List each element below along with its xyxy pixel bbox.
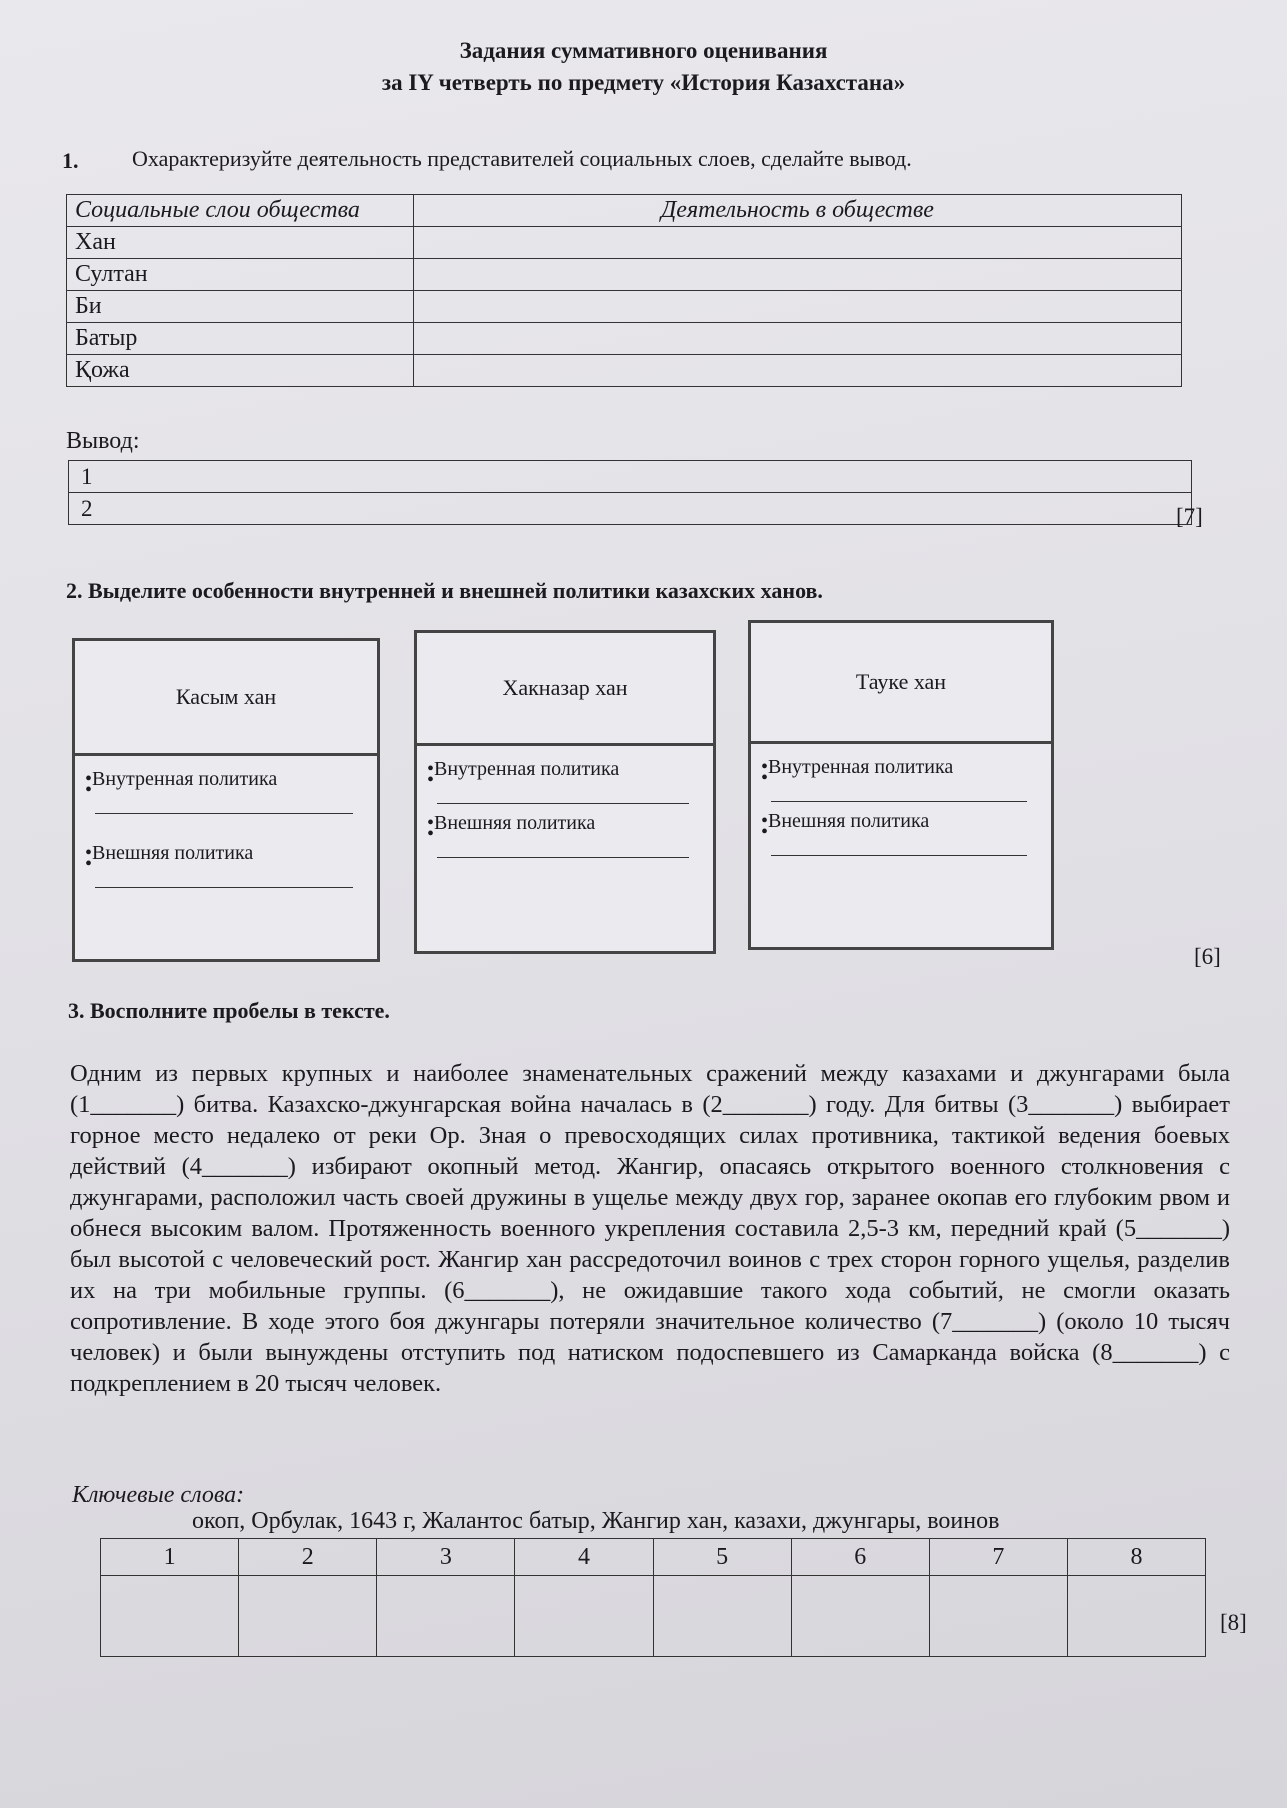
khan-box-khaknazar xyxy=(414,630,716,954)
answer-number: 1 xyxy=(101,1539,239,1576)
answer-number: 2 xyxy=(239,1539,377,1576)
answer-number: 4 xyxy=(515,1539,653,1576)
khan-box-title: Тауке хан xyxy=(751,623,1051,744)
q1-score: [7] xyxy=(1176,504,1203,529)
answer-cell[interactable] xyxy=(414,323,1182,355)
answer-table xyxy=(100,1538,1206,1657)
answer-cell[interactable] xyxy=(414,227,1182,259)
header-line-2: за IY четверть по предмету «История Казахстана» xyxy=(381,70,906,95)
q3-text: 3. Восполните пробелы в тексте. xyxy=(68,998,390,1023)
answer-cell[interactable] xyxy=(791,1576,929,1657)
layer-name: Қожа xyxy=(67,355,414,387)
layer-name: Султан xyxy=(67,259,414,291)
keywords-list: окоп, Орбулак, 1643 г, Жалантос батыр, Жангир хан, казахи, джунгары, воинов xyxy=(192,1508,1000,1534)
answer-cell[interactable] xyxy=(414,355,1182,387)
answer-cell[interactable] xyxy=(414,291,1182,323)
internal-policy-label: •Внутренная политика xyxy=(85,768,278,790)
answer-cell[interactable] xyxy=(414,259,1182,291)
answer-cell[interactable] xyxy=(377,1576,515,1657)
answer-line[interactable] xyxy=(437,781,689,804)
answer-number: 8 xyxy=(1067,1539,1205,1576)
external-policy-label: •Внешняя политика xyxy=(427,812,596,834)
social-layers-table xyxy=(66,194,1182,387)
answer-line[interactable] xyxy=(771,833,1027,856)
keywords-label: Ключевые слова: xyxy=(72,1482,245,1508)
answer-number: 7 xyxy=(929,1539,1067,1576)
internal-policy-label: •Внутренная политика xyxy=(427,758,620,780)
answer-number: 6 xyxy=(791,1539,929,1576)
answer-line[interactable] xyxy=(95,865,353,888)
external-policy-label: •Внешняя политика xyxy=(761,810,930,832)
fill-in-paragraph: Одним из первых крупных и наиболее знаменательных сражений между казахами и джунгарами была (1_______) битва. Казахско-джунгарская война началась в (2_______) году. Для битвы (3_______) выбирает горное место недалеко от реки Ор. Зная о превосходящих силах противника, тактикой ведения боевых действий (4_______) избирают окопный метод. Жангир, опасаясь открытого военного столкновения с джунгарами, расположил часть своей дружины в ущелье между двух гор, заранее окопав его глубоким рвом и обнеся высоким валом. Протяженность военного укрепления составила 2,5-3 км, передний край (5_______) был высотой с человеческий рост. Жангир хан рассредоточил воинов с трех сторон горного ущелья, разделив их на три мобильные группы. (6_______), не ожидавшие такого хода событий, не смогли оказать сопротивление. В ходе этого боя джунгары потеряли значительное количество (7_______) (около 10 тысяч человек) и были вынуждены отступить под натиском подоспевшего из Самарканда войска (8_______) с подкреплением в 20 тысяч человек. xyxy=(70,1060,1230,1397)
khan-box-title: Хакназар хан xyxy=(417,633,713,746)
table-row xyxy=(67,227,1182,259)
answer-cell[interactable] xyxy=(653,1576,791,1657)
q3-score: [8] xyxy=(1220,1610,1247,1635)
column-header-activity: Деятельность в обществе xyxy=(414,195,1182,227)
conclusion-row-1[interactable]: 1 xyxy=(81,464,93,489)
q2-text: 2. Выделите особенности внутренней и внешней политики казахских ханов. xyxy=(66,578,823,603)
layer-name: Би xyxy=(67,291,414,323)
answer-line[interactable] xyxy=(771,779,1027,802)
table-row xyxy=(67,259,1182,291)
answer-line[interactable] xyxy=(95,791,353,814)
column-header-layers: Социальные слои общества xyxy=(67,195,414,227)
khan-box-kasym xyxy=(72,638,380,962)
conclusion-label: Вывод: xyxy=(66,428,140,454)
answer-cell[interactable] xyxy=(515,1576,653,1657)
q1-text: Охарактеризуйте деятельность представителей социальных слоев, сделайте вывод. xyxy=(132,146,912,171)
internal-policy-label: •Внутренная политика xyxy=(761,756,954,778)
table-row xyxy=(67,291,1182,323)
answer-cell[interactable] xyxy=(101,1576,239,1657)
answer-cell[interactable] xyxy=(239,1576,377,1657)
conclusion-row-2[interactable]: 2 xyxy=(69,492,1191,524)
answer-number: 3 xyxy=(377,1539,515,1576)
table-row xyxy=(67,355,1182,387)
layer-name: Хан xyxy=(67,227,414,259)
q2-score: [6] xyxy=(1194,944,1221,969)
q1-number: 1. xyxy=(62,148,79,173)
answer-cell[interactable] xyxy=(1067,1576,1205,1657)
header-line-1: Задания суммативного оценивания xyxy=(459,38,828,63)
conclusion-box xyxy=(68,460,1192,525)
table-row xyxy=(67,323,1182,355)
external-policy-label: •Внешняя политика xyxy=(85,842,254,864)
answer-number-row xyxy=(101,1539,1206,1576)
answer-number: 5 xyxy=(653,1539,791,1576)
answer-line[interactable] xyxy=(437,835,689,858)
khan-box-tauke xyxy=(748,620,1054,950)
layer-name: Батыр xyxy=(67,323,414,355)
answer-cell[interactable] xyxy=(929,1576,1067,1657)
answer-blank-row xyxy=(101,1576,1206,1657)
khan-box-title: Касым хан xyxy=(75,641,377,756)
